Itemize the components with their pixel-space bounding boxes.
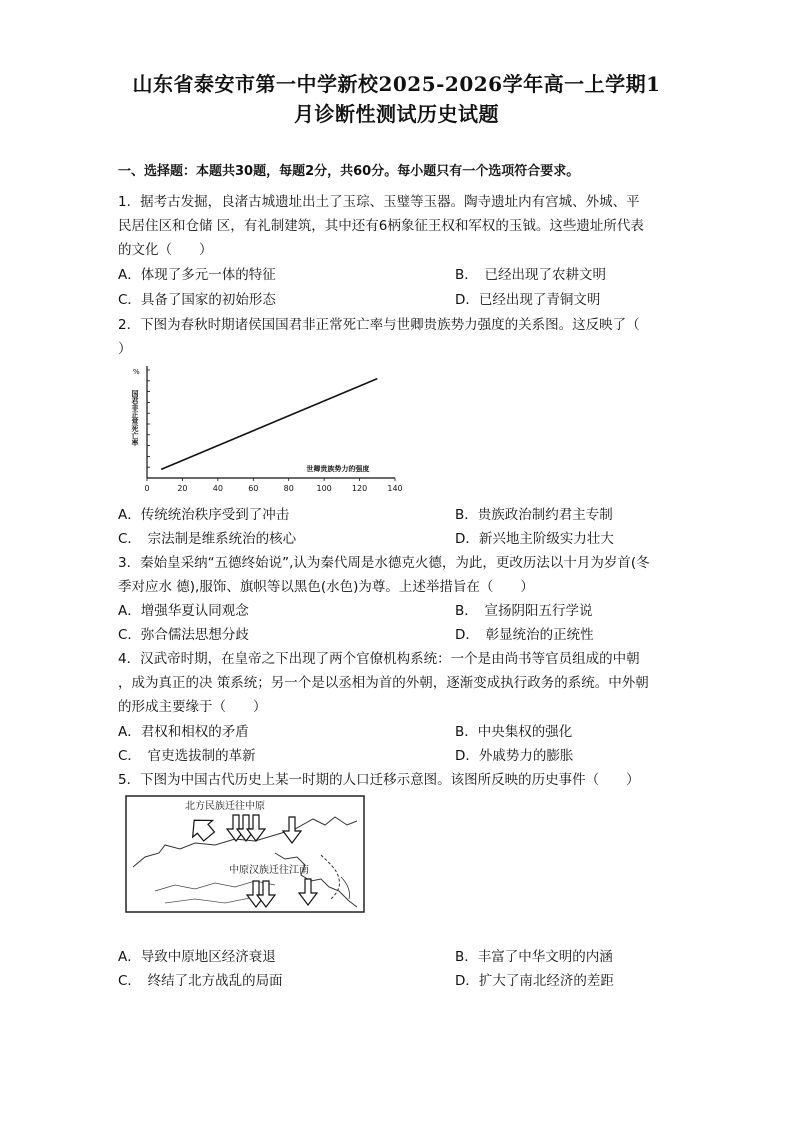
map-label-south: 中原汉族迁往江南 [229, 865, 309, 876]
x-axis-label: 世卿贵族势力的强度 [306, 465, 370, 473]
q5-option-a: A．导致中原地区经济衰退 [118, 949, 276, 965]
q4-stem-line1: 4．汉武帝时期，在皇帝之下出现了两个官僚机构系统：一个是由尚书等官员组成的中朝 [118, 651, 640, 667]
q1-option-d: D．已经出现了青铜文明 [455, 292, 601, 308]
q2-stem-line2: ） [118, 341, 132, 357]
q2-line-chart [115, 360, 405, 500]
y-axis-label: 国君非正常死亡率 [131, 390, 139, 446]
q5-option-b: B．丰富了中华文明的内涵 [455, 949, 613, 965]
q2-option-d: D．新兴地主阶级实力壮大 [455, 531, 614, 547]
x-tick-label: 100 [316, 484, 332, 493]
q3-option-c: C．弥合儒法思想分歧 [118, 627, 249, 643]
q5-option-d: D．扩大了南北经济的差距 [455, 973, 614, 989]
x-tick-label: 140 [387, 484, 403, 493]
q2-option-b: B．贵族政治制约君主专制 [455, 507, 613, 523]
x-tick-label: 60 [248, 484, 259, 493]
q1-option-c: C．具备了国家的初始形态 [118, 292, 276, 308]
q1-stem-line2: 民居住区和仓储 区，有礼制建筑，其中还有6柄象征王权和军权的玉钺。这些遗址所代表 [118, 218, 644, 234]
x-tick-label: 40 [212, 484, 223, 493]
q1-option-a: A．体现了多元一体的特征 [118, 267, 276, 283]
section-heading: 一、选择题：本题共30题，每题2分，共60分。每小题只有一个选项符合要求。 [118, 164, 580, 179]
x-tick-label: 120 [351, 484, 368, 493]
q3-stem-line1: 3．秦始皇采纳“五德终始说”,认为秦代周是水德克火德，为此，更改历法以十月为岁首(冬 [118, 555, 650, 571]
q4-option-d: D．外戚势力的膨胀 [455, 748, 574, 764]
q5-stem-line1: 5．下图为中国古代历史上某一时期的人口迁移示意图。该图所反映的历史事件（ ） [118, 772, 640, 788]
q3-option-b: B． 宣扬阴阳五行学说 [455, 603, 593, 619]
q3-option-d: D． 彰显统治的正统性 [455, 627, 594, 643]
q3-stem-line2: 季对应水 德),服饰、旗帜等以黑色(水色)为尊。上述举措旨在（ ） [118, 579, 534, 595]
page-title-line2: 月诊断性测试历史试题 [294, 102, 499, 126]
q4-stem-line3: 的形成主要缘于（ ） [118, 699, 267, 715]
q4-stem-line2: ，成为真正的决 策系统；另一个是以丞相为首的外朝，逐渐变成执行政务的系统。中外朝 [118, 675, 649, 691]
q2-stem-line1: 2．下图为春秋时期诸侯国国君非正常死亡率与世卿贵族势力强度的关系图。这反映了（ [118, 317, 640, 333]
series-line [161, 379, 377, 470]
q1-stem-line1: 1．据考古发掘，良渚古城遗址出土了玉琮、玉璧等玉器。陶寺遗址内有宫城、外城、平 [118, 194, 640, 210]
x-tick-label: 0 [144, 484, 150, 493]
q2-option-a: A．传统统治秩序受到了冲击 [118, 507, 290, 523]
q5-option-c: C． 终结了北方战乱的局面 [118, 973, 283, 989]
q1-stem-line3: 的文化（ ） [118, 242, 213, 258]
q3-option-a: A．增强华夏认同观念 [118, 603, 249, 619]
q4-option-a: A．君权和相权的矛盾 [118, 724, 249, 740]
page-title-line1: 山东省泰安市第一中学新校2025-2026学年高一上学期1 [132, 72, 661, 96]
q1-option-b: B． 已经出现了农耕文明 [455, 267, 607, 283]
q5-migration-map [125, 795, 365, 913]
x-tick-label: 80 [283, 484, 294, 493]
map-label-north: 北方民族迁往中原 [185, 801, 265, 812]
q4-option-c: C． 官吏选拔制的革新 [118, 748, 256, 764]
q2-option-c: C． 宗法制是维系统治的核心 [118, 531, 297, 547]
q4-option-b: B．中央集权的强化 [455, 724, 573, 740]
y-unit-label: % [133, 368, 140, 376]
x-tick-label: 20 [177, 484, 188, 493]
